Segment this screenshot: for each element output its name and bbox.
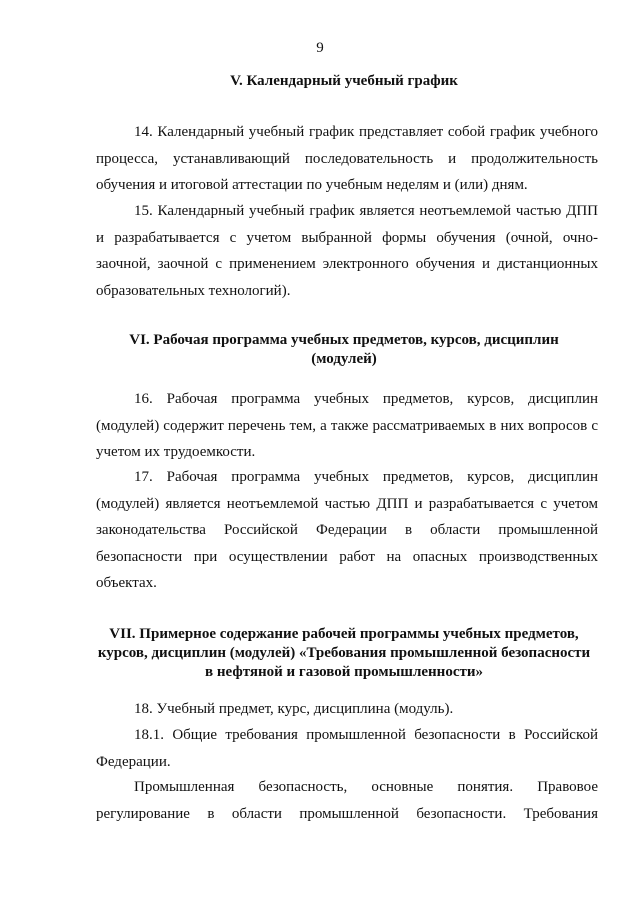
paragraph-15: 15. Календарный учебный график является неотъемлемой частью ДПП и разрабатывается с учетом выбранной формы обучения (очной, очно-заочной, заочной с применением электронного обучения и дистанционных образовательных технологий). xyxy=(96,203,598,299)
section-vi-heading xyxy=(90,331,598,369)
paragraph-industrial-safety: Промышленная безопасность, основные понятия. Правовое регулирование в области промышленной безопасности. Требования xyxy=(96,779,598,822)
section-vii-heading-line1: VII. Примерное содержание рабочей программы учебных предметов, xyxy=(109,626,579,642)
section-vi-heading-line1: VI. Рабочая программа учебных предметов, курсов, дисциплин xyxy=(129,332,559,348)
paragraph-16: 16. Рабочая программа учебных предметов, курсов, дисциплин (модулей) содержит перечень тем, а также рассматриваемых в них вопросов с учетом их трудоемкости. xyxy=(96,391,598,460)
paragraph-17: 17. Рабочая программа учебных предметов, курсов, дисциплин (модулей) является неотъемлемой частью ДПП и разрабатывается с учетом законодательства Российской Федерации в области промышленной безопасности при осуществлении работ на опасных производственных объектах. xyxy=(96,469,598,591)
section-vii-heading-line2: курсов, дисциплин (модулей) «Требования промышленной безопасности xyxy=(97,645,591,661)
section-vii-heading xyxy=(90,625,598,682)
page-number: 9 xyxy=(316,40,324,56)
paragraph-18: 18. Учебный предмет, курс, дисциплина (модуль). xyxy=(134,701,454,717)
section-v-heading: V. Календарный учебный график xyxy=(230,73,458,89)
paragraph-18-1: 18.1. Общие требования промышленной безопасности в Российской Федерации. xyxy=(96,727,598,770)
paragraph-14: 14. Календарный учебный график представляет собой график учебного процесса, устанавливающий последовательность и продолжительность обучения и итоговой аттестации по учебным неделям и (или) дням. xyxy=(96,124,598,193)
section-vi-heading-line2: (модулей) xyxy=(311,351,377,367)
section-vii-heading-line3: в нефтяной и газовой промышленности» xyxy=(204,664,483,680)
